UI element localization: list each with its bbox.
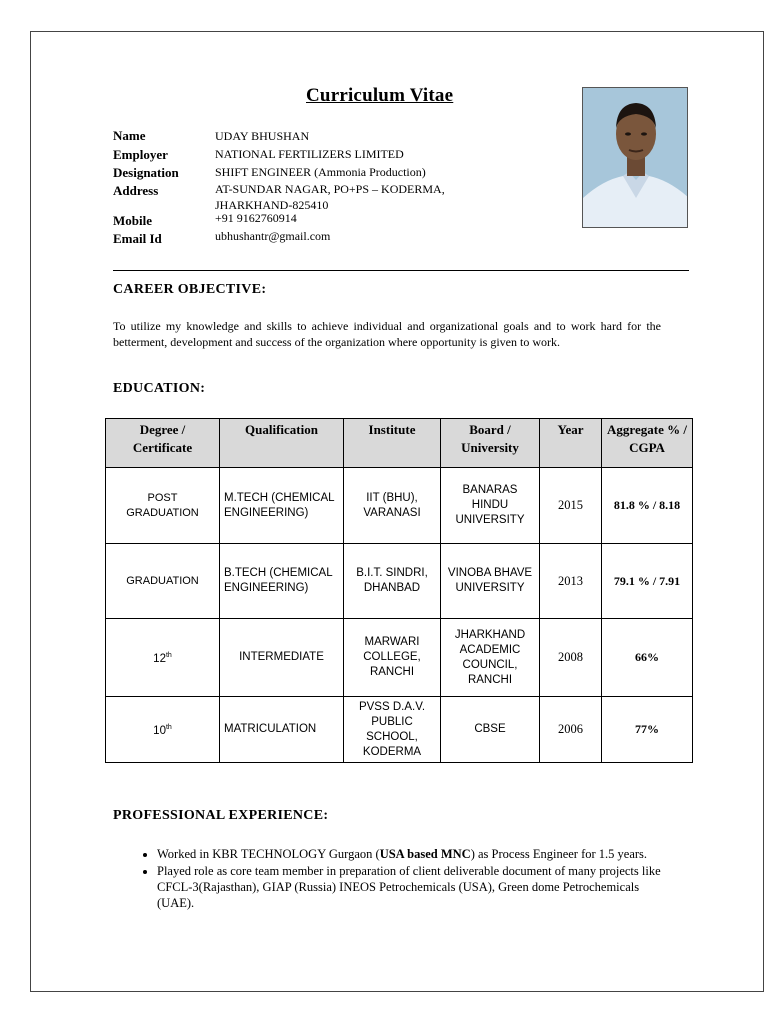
experience-highlight: USA based MNC (379, 847, 471, 861)
board-cell: CBSE (441, 697, 540, 763)
education-table (105, 418, 693, 763)
institute-cell: PVSS D.A.V. PUBLIC SCHOOL, KODERMA (344, 697, 441, 763)
address-value-line2: JHARKHAND-825410 (215, 198, 329, 212)
email-label: Email Id (113, 231, 162, 246)
list-item (157, 846, 677, 862)
institute-cell: IIT (BHU), VARANASI (344, 468, 441, 544)
header-year: Year (540, 419, 602, 468)
career-objective-text: To utilize my knowledge and skills to achieve individual and organizational goals and to work hard for the betterment, development and success of the organization where opportunity is given to work. (113, 319, 661, 349)
degree-suffix: th (165, 724, 172, 732)
name-value: UDAY BHUSHAN (215, 129, 310, 143)
header-degree: Degree / Certificate (106, 419, 220, 468)
degree-number: 10 (153, 724, 166, 737)
section-divider (113, 270, 689, 271)
degree-cell (106, 619, 220, 697)
aggregate-cell: 81.8 % / 8.18 (602, 468, 693, 544)
header-aggregate: Aggregate % / CGPA (602, 419, 693, 468)
header-institute: Institute (344, 419, 441, 468)
table-row (106, 468, 693, 544)
year-cell: 2008 (540, 619, 602, 697)
degree-cell: POST GRADUATION (106, 468, 220, 544)
mobile-value: +91 9162760914 (215, 211, 297, 225)
table-row (106, 697, 693, 763)
mobile-label: Mobile (113, 213, 152, 228)
qualification-cell: B.TECH (CHEMICAL ENGINEERING) (220, 544, 344, 619)
address-value: AT-SUNDAR NAGAR, PO+PS – KODERMA, (215, 182, 445, 196)
degree-cell (106, 697, 220, 763)
degree-suffix: th (165, 652, 172, 660)
document-title: Curriculum Vitae (306, 85, 454, 106)
degree-cell: GRADUATION (106, 544, 220, 619)
address-label: Address (113, 183, 159, 198)
experience-text: Played role as core team member in preparation of client deliverable document of many projects like CFCL-3(Rajasthan), GIAP (Russia) INEOS Petrochemicals (USA), Green dome Petrochemicals (UAE). (157, 864, 661, 910)
table-row (106, 544, 693, 619)
table-header-row (106, 419, 693, 468)
email-value: ubhushantr@gmail.com (215, 229, 331, 243)
board-cell: BANARAS HINDU UNIVERSITY (441, 468, 540, 544)
employer-value: NATIONAL FERTILIZERS LIMITED (215, 147, 404, 161)
profile-photo (582, 87, 688, 228)
institute-cell: B.I.T. SINDRI, DHANBAD (344, 544, 441, 619)
designation-label: Designation (113, 165, 179, 180)
qualification-cell: INTERMEDIATE (220, 619, 344, 697)
aggregate-cell: 77% (602, 697, 693, 763)
experience-text: ) as Process Engineer for 1.5 years. (470, 847, 648, 861)
year-cell: 2006 (540, 697, 602, 763)
employer-label: Employer (113, 147, 168, 162)
experience-list (131, 846, 677, 912)
qualification-cell: M.TECH (CHEMICAL ENGINEERING) (220, 468, 344, 544)
list-item (157, 863, 677, 911)
aggregate-cell: 79.1 % / 7.91 (602, 544, 693, 619)
board-cell: JHARKHAND ACADEMIC COUNCIL, RANCHI (441, 619, 540, 697)
aggregate-cell: 66% (602, 619, 693, 697)
degree-number: 12 (153, 652, 166, 665)
table-row (106, 619, 693, 697)
board-cell: VINOBA BHAVE UNIVERSITY (441, 544, 540, 619)
career-objective-heading: CAREER OBJECTIVE: (113, 282, 267, 297)
professional-experience-heading: PROFESSIONAL EXPERIENCE: (113, 808, 329, 823)
experience-text: Worked in KBR TECHNOLOGY Gurgaon ( (157, 847, 380, 861)
year-cell: 2015 (540, 468, 602, 544)
education-heading: EDUCATION: (113, 381, 206, 396)
name-label: Name (113, 128, 146, 143)
header-qualification: Qualification (220, 419, 344, 468)
qualification-cell: MATRICULATION (220, 697, 344, 763)
institute-cell: MARWARI COLLEGE, RANCHI (344, 619, 441, 697)
header-board: Board / University (441, 419, 540, 468)
designation-value: SHIFT ENGINEER (Ammonia Production) (215, 165, 426, 179)
year-cell: 2013 (540, 544, 602, 619)
